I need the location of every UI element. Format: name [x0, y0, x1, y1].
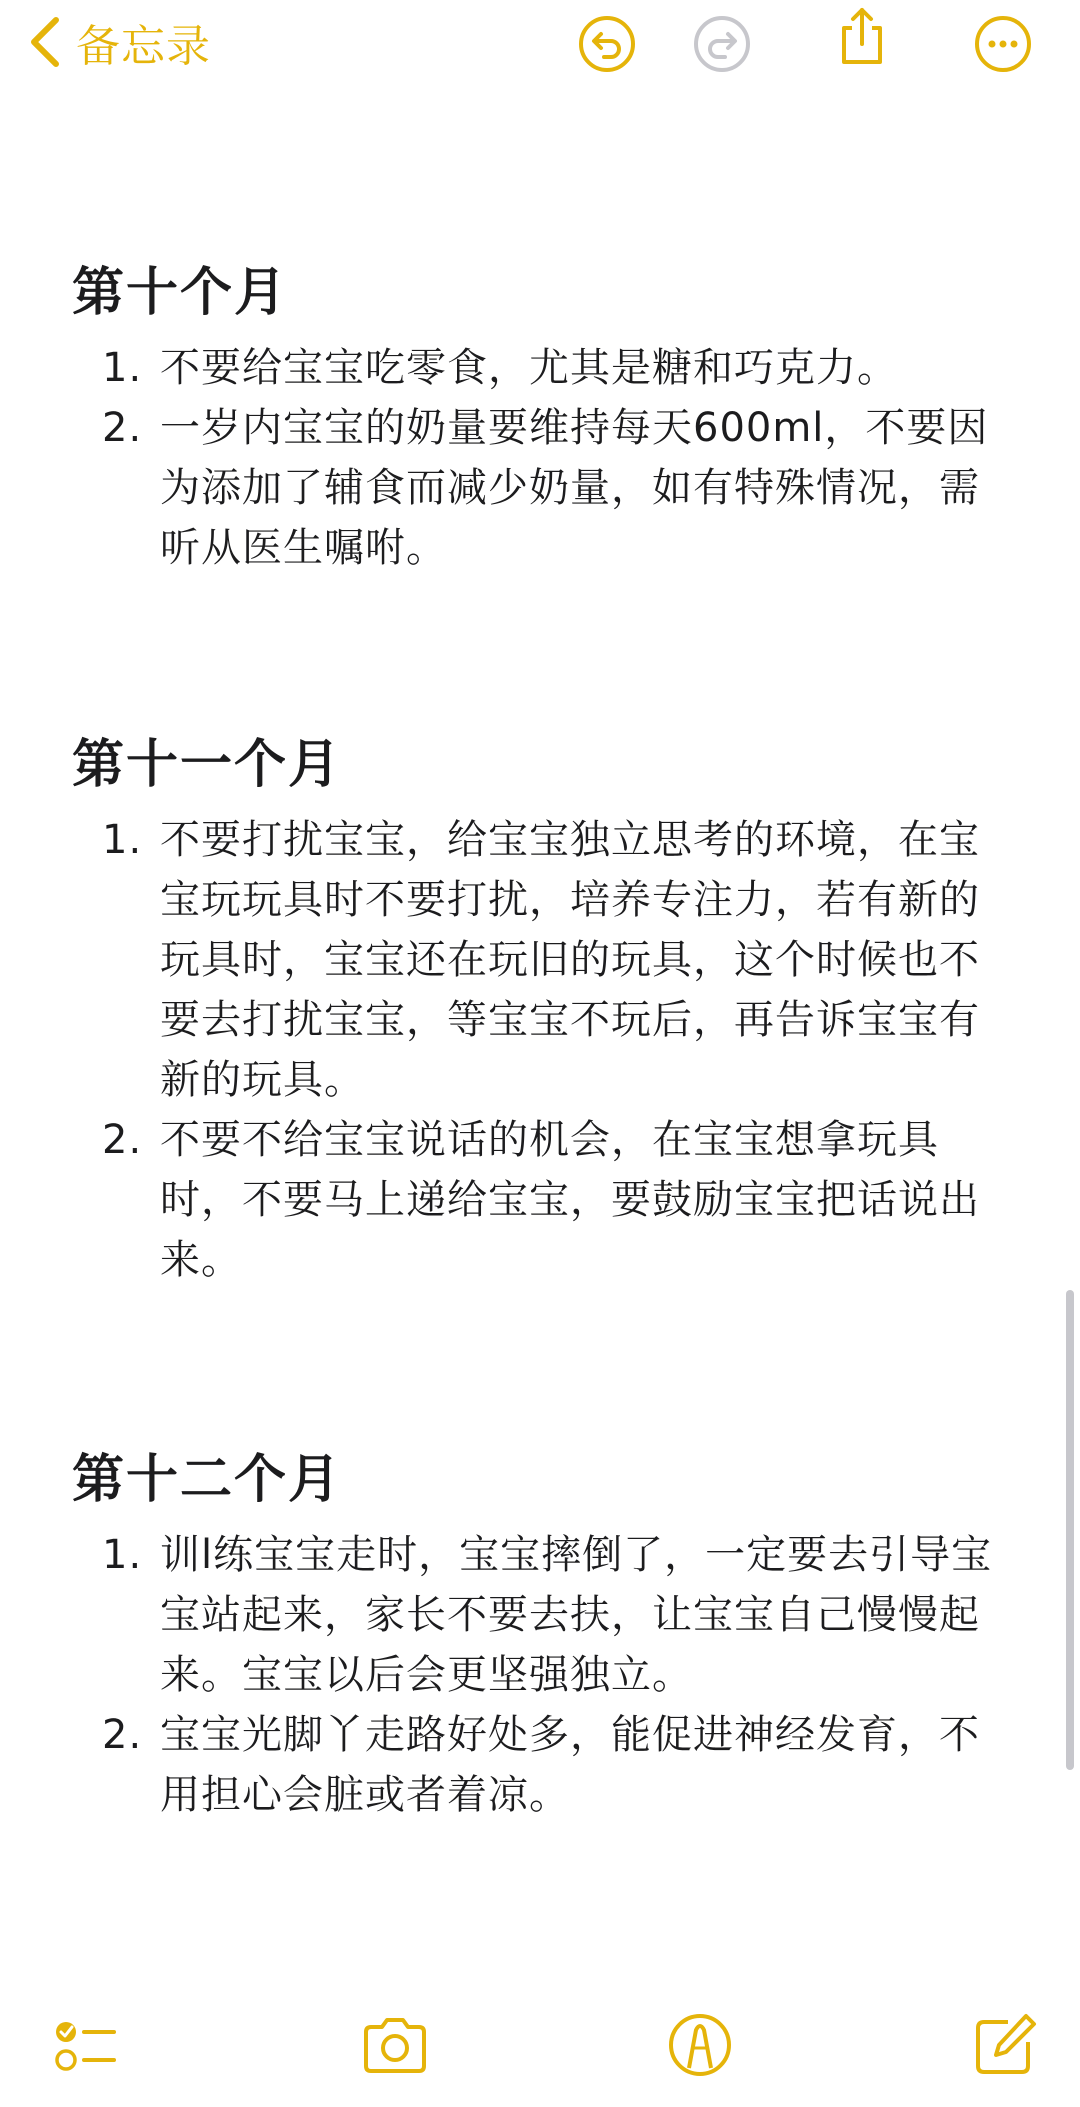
list-item [0, 338, 1080, 398]
list-item [0, 1525, 1080, 1705]
list-item-text: 宝宝光脚丫走路好处多，能促进神经发育，不用担心会脏或者着凉。 [160, 1712, 980, 1818]
back-label: 备忘录 [76, 21, 211, 72]
checklist-button[interactable] [50, 2010, 120, 2080]
back-button[interactable] [28, 12, 211, 72]
navigation-bar [0, 0, 1080, 90]
list-number: 2. [102, 405, 143, 451]
list-item-text: 不要不给宝宝说话的机会，在宝宝想拿玩具时，不要马上递给宝宝，要鼓励宝宝把话说出来。 [160, 1117, 980, 1283]
compose-button[interactable] [970, 2010, 1040, 2080]
compose-icon [970, 2010, 1040, 2080]
list-item-text: 不要给宝宝吃零食，尤其是糖和巧克力。 [160, 345, 898, 391]
list-item-text: 训l练宝宝走时，宝宝摔倒了，一定要去引导宝宝站起来，家长不要去扶，让宝宝自己慢慢起来。宝宝以后会更坚强独立。 [160, 1532, 993, 1698]
more-icon [973, 14, 1033, 74]
redo-button[interactable] [692, 14, 752, 74]
bottom-toolbar [0, 2010, 1080, 2107]
redo-icon [692, 14, 752, 74]
chevron-left-icon [28, 16, 62, 68]
list-number: 1. [102, 817, 143, 863]
undo-button[interactable] [577, 14, 637, 74]
list-item [0, 398, 1080, 578]
list-item [0, 810, 1080, 1110]
camera-icon [360, 2010, 430, 2080]
camera-button[interactable] [360, 2010, 430, 2080]
markup-pen-icon [665, 2010, 735, 2080]
list-item [0, 1705, 1080, 1825]
section-heading: 第十个月 [72, 263, 289, 323]
share-icon [832, 6, 892, 66]
numbered-list [0, 810, 1080, 1290]
list-number: 1. [102, 1532, 143, 1578]
numbered-list [0, 1525, 1080, 1825]
list-item-text: 不要打扰宝宝，给宝宝独立思考的环境，在宝宝玩玩具时不要打扰，培养专注力，若有新的玩具时，宝宝还在玩旧的玩具，这个时候也不要去打扰宝宝，等宝宝不玩后，再告诉宝宝有新的玩具。 [160, 817, 980, 1103]
numbered-list [0, 338, 1080, 578]
list-number: 2. [102, 1117, 143, 1163]
list-item [0, 1110, 1080, 1290]
undo-icon [577, 14, 637, 74]
scrollbar[interactable] [1066, 1290, 1074, 1770]
checklist-icon [50, 2010, 120, 2080]
more-button[interactable] [973, 14, 1033, 74]
section-heading: 第十二个月 [72, 1450, 343, 1510]
share-button[interactable] [832, 6, 892, 66]
markup-button[interactable] [665, 2010, 735, 2080]
list-number: 1. [102, 345, 143, 391]
list-number: 2. [102, 1712, 143, 1758]
section-heading: 第十一个月 [72, 735, 343, 795]
list-item-text: 一岁内宝宝的奶量要维持每天600ml，不要因为添加了辅食而减少奶量，如有特殊情况，需听从医生嘱咐。 [160, 405, 989, 571]
